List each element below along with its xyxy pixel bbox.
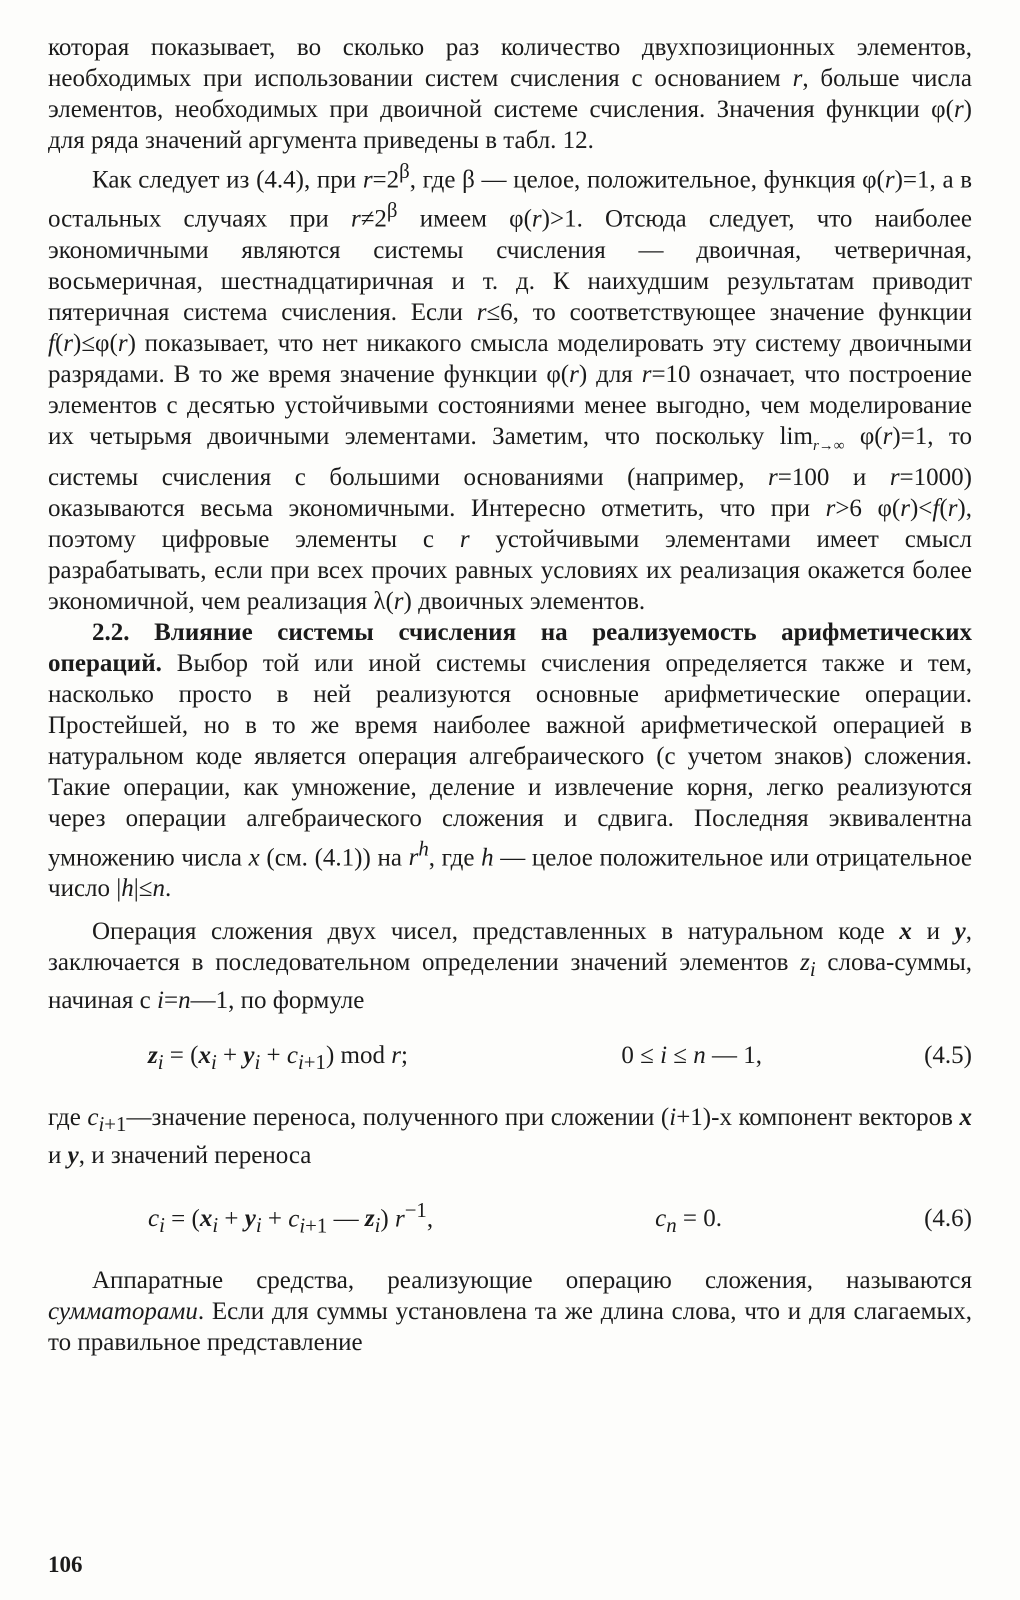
formula-expression: $c_i = (x_i + y_i + c_{i+1}$ — $z_i$) $r^{-1}$, <box>148 1197 434 1238</box>
paragraph-economy: Как следует из (4.4), при $r=2^\beta$, где β — целое, положительное, функция φ(r)=1, а в остальных случаях при $r\ne 2^\beta$ имеем φ(r)>1. Отсюда следует, что наиболее экономичными являются системы счисления — двоичная, четверичная, восьмеричная, шестнадцатиричная и т. д. К наихудшим результатам приводит пятеричная система счисления. Если r≤6, то соответствующее значение функции f(r)≤φ(r) показывает, что нет никакого смысла моделировать эту систему двоичными разрядами. В то же время значение функции φ(r) для r=10 означает, что построение элементов с десятью устойчивыми состояниями менее выгодно, чем моделирование их четырьмя двоичными элементами. Заметим, что поскольку $\lim_{r\to\infty} \varphi(r)=1$, то системы счисления с большими основаниями (например, r=100 и r=1000) оказываются весьма экономичными. Интересно отметить, что при r>6 φ(r)<f(r), поэтому цифровые элементы с r устойчивыми элементами имеет смысл разрабатывать, если при всех прочих равных условиях их реализация окажется более экономичной, чем реализация λ(r) двоичных элементов. <box>48 159 973 615</box>
formula-condition: 0 ≤ i ≤ n — 1, <box>621 1041 762 1069</box>
formula-number: (4.5) <box>924 1041 972 1069</box>
paragraph-section-2-2: 2.2. Влияние системы счисления на реализуемость арифметических операций. Выбор той или иной системы счисления определяется также и тем, насколько просто в ней реализуются основные арифметические операции. Простейшей, но в то же время наиболее важной арифметической операцией в натуральном коде является операция алгебраического (с учетом знаков) сложения. Такие операции, как умножение, деление и извлечение корня, легко реализуются через операции алгебраического сложения и сдвига. Последняя эквивалентна умножению числа x (см. (4.1)) на $r^h$, где h — целое положительное или отрицательное число |h|≤n. <box>48 618 972 902</box>
paragraph-adders: Аппаратные средства, реализующие операцию сложения, называются сумматорами. Если для суммы установлена та же длина слова, что и для слагаемых, то правильное представление <box>48 1267 972 1357</box>
formula-4-5 <box>48 1040 972 1078</box>
paragraph-carry: где $c_{i+1}—значение$ переноса, полученного при сложении (i+1)-х компонент векторов x и y, и значений переноса <box>48 1103 972 1169</box>
formula-4-6 <box>48 1195 972 1241</box>
formula-condition: $c_n = 0$. <box>655 1205 722 1238</box>
section-heading: 2.2. Влияние системы счисления на реализуемость арифметических операций. <box>48 618 972 677</box>
formula-number: (4.6) <box>924 1205 972 1233</box>
paragraph-continuation: которая показывает, во сколько раз количество двухпозиционных элементов, необходимых при использовании систем счисления с основанием r, больше числа элементов, необходимых при двоичной системе счисления. Значения функции φ(r) для ряда значений аргумента приведены в табл. 12. <box>48 34 972 154</box>
page-number: 106 <box>48 1552 83 1577</box>
paragraph-addition: Операция сложения двух чисел, представленных в натуральном коде x и y, заключается в последовательном определении значений элементов $z_i$ слова-суммы, начиная с i=n—1, по формуле <box>48 917 972 1014</box>
formula-expression: $z_i = (x_i + y_i + c_{i+1})$ mod r; <box>148 1041 408 1074</box>
